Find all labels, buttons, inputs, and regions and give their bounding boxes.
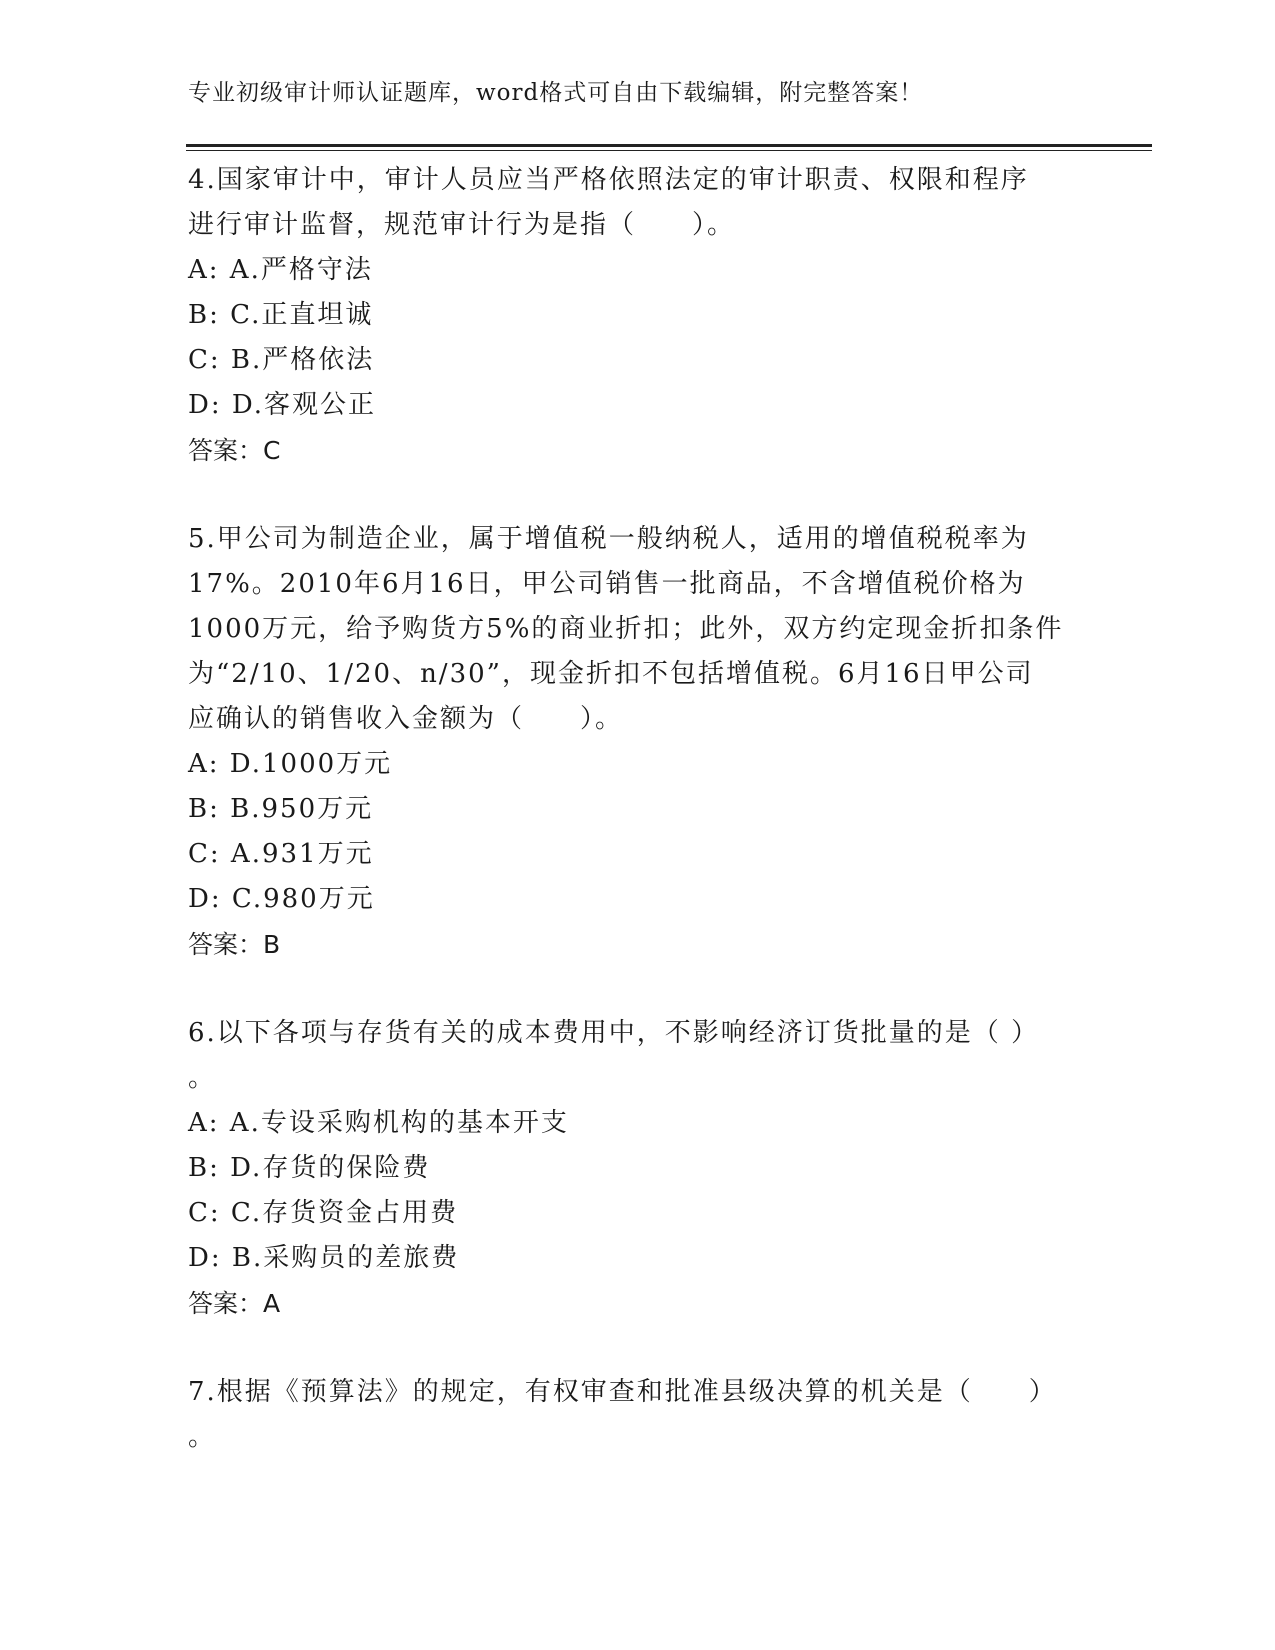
question-5	[188, 517, 1088, 967]
question-text-line: 应确认的销售收入金额为（ ）。	[188, 704, 624, 734]
question-text-line: 7.根据《预算法》的规定，有权审查和批准县级决算的机关是（ ）	[188, 1377, 1057, 1407]
question-list	[188, 158, 1088, 1504]
question-text-line: 为“2/10、1/20、n/30”，现金折扣不包括增值税。6月16日甲公司	[188, 659, 1034, 689]
option-b: B: B.950万元	[188, 794, 374, 824]
option-a: A: A.专设采购机构的基本开支	[188, 1108, 569, 1138]
question-4	[188, 158, 1088, 473]
question-text-line: 。	[188, 1422, 217, 1452]
option-c: C: A.931万元	[188, 839, 374, 869]
question-text-line: 5.甲公司为制造企业，属于增值税一般纳税人，适用的增值税税率为	[188, 524, 1029, 554]
option-d: D: B.采购员的差旅费	[188, 1243, 460, 1273]
question-text-line: 4.国家审计中，审计人员应当严格依照法定的审计职责、权限和程序	[188, 165, 1029, 195]
option-d: D: C.980万元	[188, 884, 375, 914]
question-text-line: 。	[188, 1063, 217, 1093]
option-b: B: C.正直坦诚	[188, 300, 374, 330]
header-rule-thick	[186, 144, 1152, 147]
answer-line: 答案：B	[188, 930, 281, 959]
question-text-line: 1000万元，给予购货方5%的商业折扣；此外，双方约定现金折扣条件	[188, 614, 1064, 644]
question-text-line: 6.以下各项与存货有关的成本费用中，不影响经济订货批量的是（ ）	[188, 1018, 1040, 1048]
option-d: D: D.客观公正	[188, 390, 377, 420]
page-header: 专业初级审计师认证题库，word格式可自由下载编辑，附完整答案！	[188, 80, 924, 106]
header-rule-thin	[186, 150, 1152, 151]
question-text-line: 17%。2010年6月16日，甲公司销售一批商品，不含增值税价格为	[188, 569, 1026, 599]
answer-line: 答案：C	[188, 436, 281, 465]
option-a: A: A.严格守法	[188, 255, 373, 285]
answer-line: 答案：A	[188, 1289, 281, 1318]
question-7	[188, 1370, 1088, 1460]
option-c: C: C.存货资金占用费	[188, 1198, 459, 1228]
question-6	[188, 1011, 1088, 1326]
option-c: C: B.严格依法	[188, 345, 375, 375]
question-text-line: 进行审计监督，规范审计行为是指（ ）。	[188, 210, 736, 240]
option-b: B: D.存货的保险费	[188, 1153, 431, 1183]
option-a: A: D.1000万元	[188, 749, 393, 779]
